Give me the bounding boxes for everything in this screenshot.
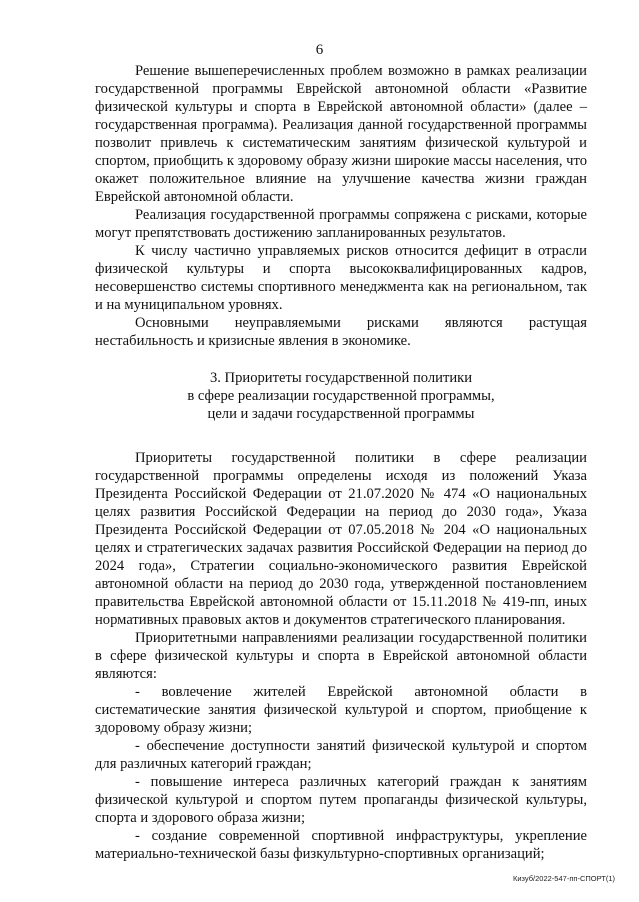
paragraph: Основными неуправляемыми рисками являются растущая нестабильность и кризисные явления в экономике. bbox=[95, 315, 587, 349]
paragraph: Решение вышеперечисленных проблем возможно в рамках реализации государственной программы Еврейской автономной области «Развитие физической культуры и спорта в Еврейской автономной области» (далее – государственная программа). Реализация данной государственной программы позволит привлечь к систематическим занятиям физической культурой и спортом, приобщить к здоровому образу жизни широкие массы населения, что окажет положительное влияние на улучшение качества жизни граждан Еврейской автономной области. bbox=[95, 63, 587, 205]
section-heading-line: цели и задачи государственной программы bbox=[207, 406, 475, 422]
list-item: - повышение интереса различных категорий граждан к занятиям физической культурой и спортом путем пропаганды физической культуры, спорта и здорового образа жизни; bbox=[95, 774, 587, 826]
list-item: - вовлечение жителей Еврейской автономной области в систематические занятия физической культурой и спортом, приобщение к здоровому образу жизни; bbox=[95, 684, 587, 736]
section-heading-line: в сфере реализации государственной программы, bbox=[187, 388, 495, 404]
paragraph: К числу частично управляемых рисков относится дефицит в отрасли физической культуры и спорта высококвалифицированных кадров, несовершенство системы спортивного менеджмента как на региональном, так и на муниципальном уровнях. bbox=[95, 243, 587, 313]
document-code: Кизуб/2022-547-пп-СПОРТ(1) bbox=[513, 874, 615, 883]
section-heading-line: 3. Приоритеты государственной политики bbox=[209, 370, 473, 386]
paragraph: Приоритетными направлениями реализации государственной политики в сфере физической культуры и спорта в Еврейской автономной области являются: bbox=[95, 630, 587, 682]
paragraph: Приоритеты государственной политики в сфере реализации государственной программы определены исходя из положений Указа Президента Российской Федерации от 21.07.2020 № 474 «О национальных целях развития Российской Федерации на период до 2030 года», Указа Президента Российской Федерации от 07.05.2018 № 204 «О национальных целях и стратегических задачах развития Российской Федерации на период до 2024 года», Стратегии социально-экономического развития Еврейской автономной области на период до 2030 года, утвержденной постановлением правительства Еврейской автономной области от 15.11.2018 № 419-пп, иных нормативных правовых актов и документов стратегического планирования. bbox=[95, 450, 587, 628]
page-number: 6 bbox=[315, 42, 324, 58]
list-item: - обеспечение доступности занятий физической культурой и спортом для различных категорий граждан; bbox=[95, 738, 587, 772]
section-heading bbox=[95, 369, 587, 423]
list-item: - создание современной спортивной инфраструктуры, укрепление материально-технической базы физкультурно-спортивных организаций; bbox=[95, 828, 587, 862]
document-body bbox=[95, 62, 587, 863]
paragraph: Реализация государственной программы сопряжена с рисками, которые могут препятствовать достижению запланированных результатов. bbox=[95, 207, 587, 241]
